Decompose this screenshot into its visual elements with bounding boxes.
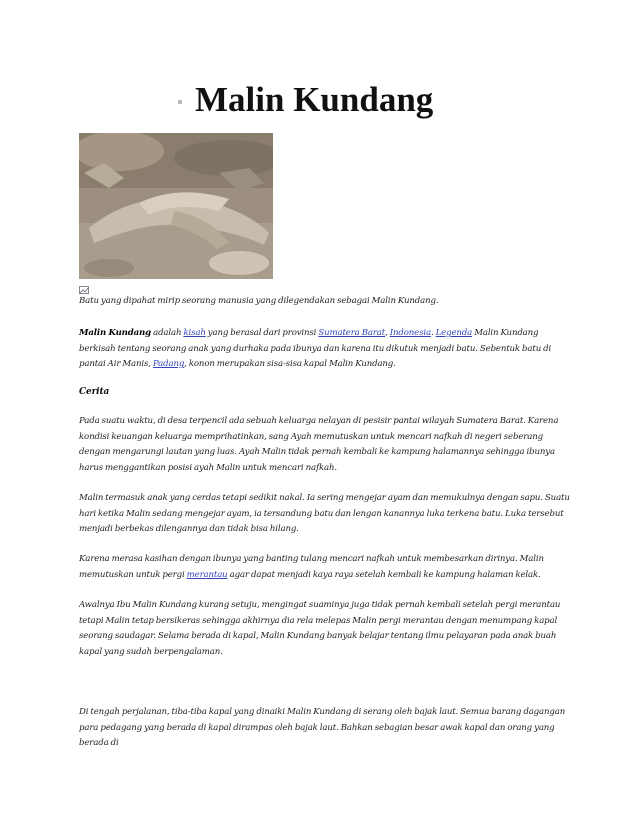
rock-photo <box>79 133 273 279</box>
text-span: Karena merasa kasihan dengan ibunya yang banting tulang mencari nafkah untuk membesarkan dirinya. Malin memutuskan untuk pergi <box>79 554 544 580</box>
text-span: , konon merupakan sisa-sisa kapal Malin Kundang. <box>184 359 396 369</box>
paragraph-text: Malin termasuk anak yang cerdas tetapi sedikit nakal. Ia sering mengejar ayam dan memukulnya dengan sapu. Suatu hari ketika Malin sedang mengejar ayam, ia tersandung batu dan lengan kanannya luka terkena batu. Luka tersebut menjadi berbekas dilengannya dan tidak bisa hilang. <box>79 493 570 534</box>
text-span: . <box>430 328 436 338</box>
link-padang[interactable]: Padang <box>152 359 185 369</box>
lead-term: Malin Kundang <box>79 328 152 338</box>
paragraph-text: Awalnya Ibu Malin Kundang kurang setuju, mengingat suaminya juga tidak pernah kembali setelah pergi merantau tetapi Malin tetap bersikeras sehingga akhirnya dia rela melepas Malin pergi merantau dengan menumpang kapal seorang saudagar. Selama berada di kapal, Malin Kundang banyak belajar tentang ilmu pelayaran pada anak buah kapal yang sudah berpengalaman. <box>79 600 561 657</box>
paragraph-3 <box>79 491 571 538</box>
text-span: , <box>385 328 390 338</box>
image-caption: Batu yang dipahat mirip seorang manusia yang dilegendakan sebagai Malin Kundang. <box>79 296 439 306</box>
intro-paragraph <box>79 326 571 373</box>
section-heading: Cerita <box>79 387 110 397</box>
paragraph-6 <box>79 705 571 752</box>
link-indonesia[interactable]: Indonesia <box>389 328 431 338</box>
link-merantau[interactable]: merantau <box>186 569 228 580</box>
text-span: agar dapat menjadi kaya raya setelah kembali ke kampung halaman kelak. <box>227 569 541 580</box>
broken-image-icon <box>79 286 89 294</box>
link-kisah[interactable]: kisah <box>183 328 206 338</box>
paragraph-5 <box>79 598 571 660</box>
paragraph-4 <box>79 552 571 583</box>
paragraph-2 <box>79 414 571 476</box>
link-legenda[interactable]: Legenda <box>435 328 473 338</box>
paragraph-text: Pada suatu waktu, di desa terpencil ada sebuah keluarga nelayan di pesisir pantai wilayah Sumatera Barat. Karena kondisi keuangan keluarga memprihatinkan, sang Ayah memutuskan untuk mencari nafkah di negeri seberang dengan mengarungi lautan yang luas. Ayah Malin tidak pernah kembali ke kampung halamannya sehingga ibunya harus menggantikan posisi ayah Malin untuk mencari nafkah. <box>79 416 559 473</box>
text-span: adalah <box>151 328 184 338</box>
paragraph-text: Di tengah perjalanan, tiba-tiba kapal yang dinaiki Malin Kundang di serang oleh bajak laut. Semua barang dagangan para pedagang yang berada di kapal dirampas oleh bajak laut. Bahkan sebagian besar awak kapal dan orang yang berada di <box>79 707 566 748</box>
text-span: Malin Kundang berkisah tentang seorang anak yang durhaka pada ibunya dan karena itu dikutuk menjadi batu. Sebentuk batu di pantai Air Manis, <box>79 328 552 369</box>
text-span: yang berasal dari provinsi <box>205 328 319 338</box>
link-sumatera-barat[interactable]: Sumatera Barat <box>318 328 386 338</box>
small-marker <box>178 100 182 104</box>
page-title: Malin Kundang <box>195 80 434 119</box>
